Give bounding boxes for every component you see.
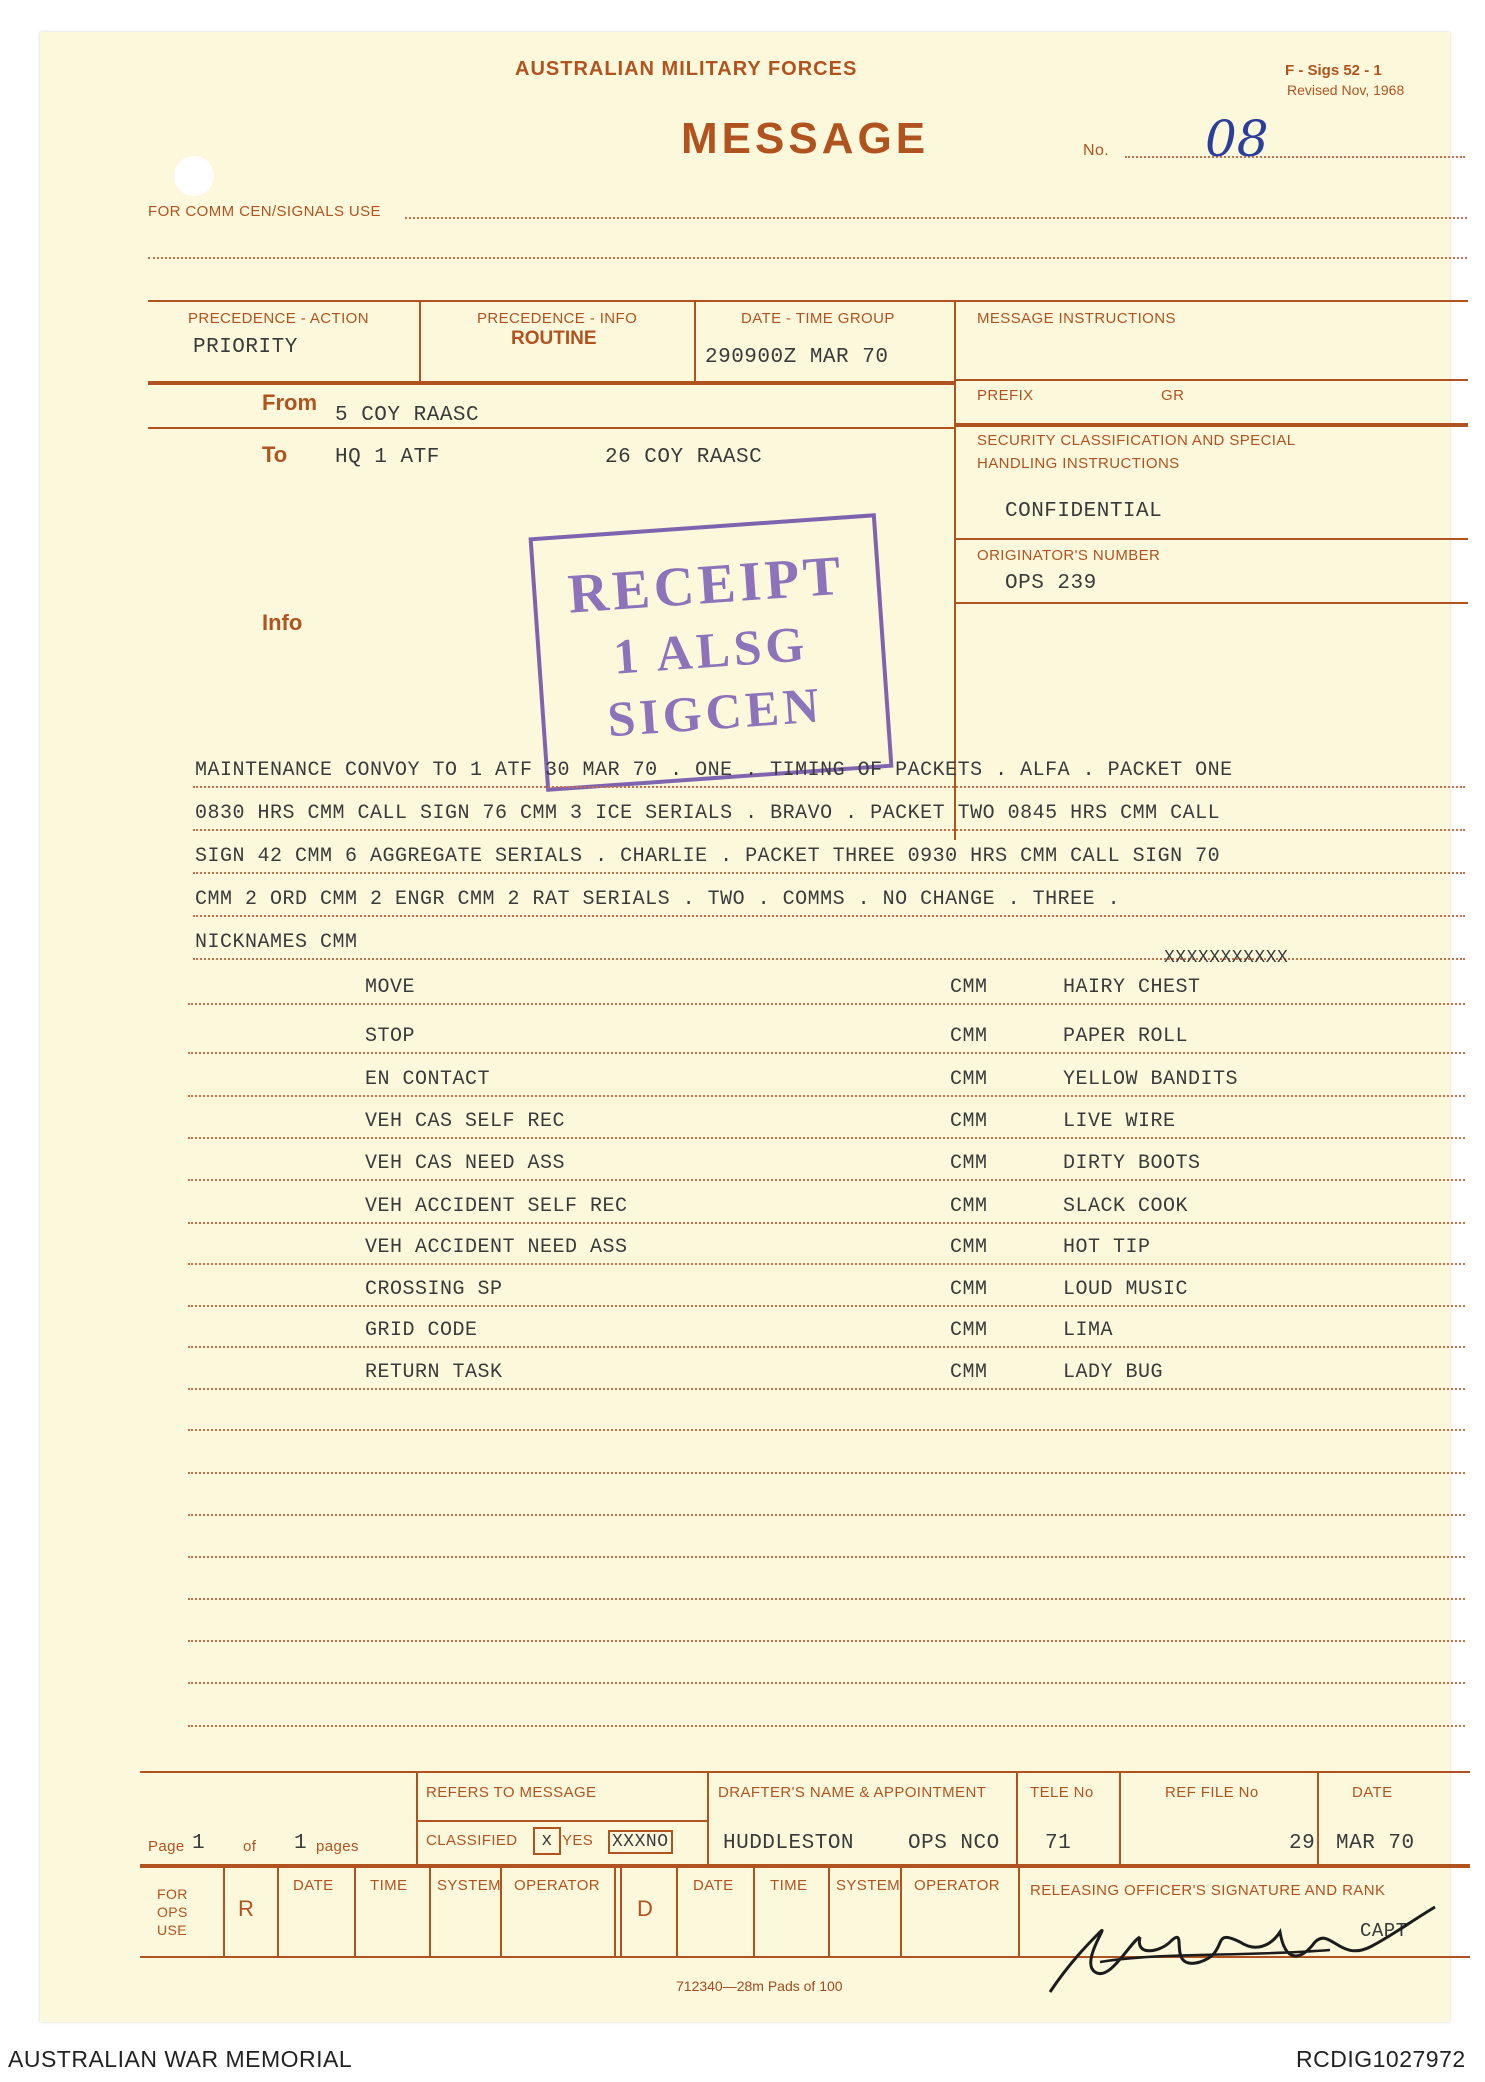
nickname-name: LOUD MUSIC: [1063, 1278, 1189, 1301]
caption-right: RCDIG1027972: [1296, 2046, 1466, 2072]
nickname-term: MOVE: [365, 976, 416, 999]
nickname-sep: CMM: [950, 1068, 988, 1091]
classified-checkbox[interactable]: x: [533, 1827, 561, 1855]
pages-label: pages: [316, 1838, 359, 1855]
stamp-line-2: 1 ALSG: [611, 615, 810, 685]
orig-value: OPS 239: [1005, 572, 1097, 595]
nickname-term: EN CONTACT: [365, 1068, 491, 1091]
date-label: DATE: [1352, 1784, 1393, 1801]
nickname-term: VEH CAS NEED ASS: [365, 1152, 566, 1175]
nickname-name: LADY BUG: [1063, 1361, 1164, 1384]
revised-date: Revised Nov, 1968: [1287, 82, 1405, 98]
d-label: D: [637, 1896, 654, 1921]
nickname-name: LIMA: [1063, 1319, 1114, 1342]
org-heading: AUSTRALIAN MILITARY FORCES: [515, 58, 858, 80]
col-time-1: TIME: [370, 1877, 408, 1894]
nickname-name: SLACK COOK: [1063, 1195, 1189, 1218]
nickname-sep: CMM: [950, 976, 988, 999]
punch-hole: [174, 156, 214, 196]
date-value: MAR 70: [1336, 1832, 1415, 1855]
nickname-sep: CMM: [950, 1319, 988, 1342]
orig-label: ORIGINATOR'S NUMBER: [977, 547, 1161, 564]
nickname-term: VEH ACCIDENT NEED ASS: [365, 1236, 628, 1259]
security-value: CONFIDENTIAL: [1005, 500, 1163, 523]
message-no-value: 08: [1205, 110, 1269, 168]
col-system-1: SYSTEM: [437, 1877, 502, 1894]
nickname-sep: CMM: [950, 1278, 988, 1301]
col-date-2: DATE: [693, 1877, 734, 1894]
releasing-label: RELEASING OFFICER'S SIGNATURE AND RANK: [1030, 1882, 1386, 1899]
nickname-name: HAIRY CHEST: [1063, 976, 1201, 999]
nickname-term: STOP: [365, 1025, 416, 1048]
nickname-name: LIVE WIRE: [1063, 1110, 1176, 1133]
nickname-name: DIRTY BOOTS: [1063, 1152, 1201, 1175]
prec-action-label: PRECEDENCE - ACTION: [188, 310, 369, 327]
body-line: SIGN 42 CMM 6 AGGREGATE SERIALS . CHARLIE . PACKET THREE 0930 HRS CMM CALL SIGN 70: [195, 845, 1221, 868]
rank-value: CAPT: [1360, 1920, 1408, 1942]
r-label: R: [238, 1896, 255, 1921]
nickname-sep: CMM: [950, 1361, 988, 1384]
col-time-2: TIME: [770, 1877, 808, 1894]
ref-file-value: 29: [1289, 1832, 1316, 1855]
gr-label: GR: [1161, 387, 1185, 404]
tele-value: 71: [1045, 1832, 1072, 1855]
form-code: F - Sigs 52 - 1: [1285, 62, 1382, 79]
officer-signature: [1040, 1902, 1450, 2007]
appointment-value: OPS NCO: [908, 1832, 1000, 1855]
from-value: 5 COY RAASC: [335, 404, 480, 427]
nickname-term: VEH CAS SELF REC: [365, 1110, 566, 1133]
security-label-1: SECURITY CLASSIFICATION AND SPECIAL: [977, 432, 1296, 449]
nickname-name: YELLOW BANDITS: [1063, 1068, 1239, 1091]
refers-label: REFERS TO MESSAGE: [426, 1784, 597, 1801]
page-label: Page: [148, 1838, 185, 1855]
nickname-term: CROSSING SP: [365, 1278, 503, 1301]
of-label: of: [243, 1838, 257, 1855]
stamp-line-3: SIGCEN: [605, 676, 825, 748]
to-label: To: [262, 442, 288, 467]
form-title: MESSAGE: [681, 114, 930, 163]
classified-label: CLASSIFIED: [426, 1832, 518, 1849]
nickname-sep: CMM: [950, 1025, 988, 1048]
body-line: MAINTENANCE CONVOY TO 1 ATF 30 MAR 70 . ONE . TIMING OF PACKETS . ALFA . PACKET ONE: [195, 759, 1233, 782]
yes-label: YES: [562, 1832, 594, 1849]
ref-file-label: REF FILE No: [1165, 1784, 1259, 1801]
printer-imprint: 712340—28m Pads of 100: [676, 1978, 843, 1994]
nickname-sep: CMM: [950, 1236, 988, 1259]
nickname-sep: CMM: [950, 1195, 988, 1218]
stamp-line-1: RECEIPT: [565, 544, 847, 626]
security-label-2: HANDLING INSTRUCTIONS: [977, 455, 1180, 472]
ops-use-label-2: OPS: [157, 1904, 188, 1920]
body-line: CMM 2 ORD CMM 2 ENGR CMM 2 RAT SERIALS . TWO . COMMS . NO CHANGE . THREE .: [195, 888, 1121, 911]
drafter-value: HUDDLESTON: [723, 1832, 855, 1855]
to-value-1: HQ 1 ATF: [335, 446, 440, 469]
dtg-label: DATE - TIME GROUP: [741, 310, 895, 327]
prefix-label: PREFIX: [977, 387, 1034, 404]
ops-use-label-1: FOR: [157, 1886, 188, 1902]
col-date-1: DATE: [293, 1877, 334, 1894]
nickname-sep: CMM: [950, 1110, 988, 1133]
info-label: Info: [262, 610, 303, 635]
col-operator-2: OPERATOR: [914, 1877, 1000, 1894]
col-system-2: SYSTEM: [836, 1877, 901, 1894]
tele-label: TELE No: [1030, 1784, 1094, 1801]
ops-use-label-3: USE: [157, 1922, 187, 1938]
to-value-2: 26 COY RAASC: [605, 446, 763, 469]
from-label: From: [262, 390, 317, 415]
receipt-stamp: [529, 513, 894, 792]
prec-action-value: PRIORITY: [193, 336, 298, 359]
msg-instr-label: MESSAGE INSTRUCTIONS: [977, 310, 1176, 327]
body-line: 0830 HRS CMM CALL SIGN 76 CMM 3 ICE SERIALS . BRAVO . PACKET TWO 0845 HRS CMM CALL: [195, 802, 1221, 825]
nickname-name: HOT TIP: [1063, 1236, 1151, 1259]
message-form: [40, 32, 1450, 2022]
nickname-term: VEH ACCIDENT SELF REC: [365, 1195, 628, 1218]
prec-info-value: ROUTINE: [511, 328, 597, 349]
struck-text: XXXXXXXXXXX: [1164, 948, 1289, 968]
dtg-value: 290900Z MAR 70: [705, 346, 889, 369]
page-value: 1: [192, 1832, 206, 1855]
message-no-label: No.: [1083, 142, 1110, 159]
comm-cen-label: FOR COMM CEN/SIGNALS USE: [148, 203, 381, 220]
nickname-sep: CMM: [950, 1152, 988, 1175]
caption-left: AUSTRALIAN WAR MEMORIAL: [8, 2046, 353, 2072]
nickname-name: PAPER ROLL: [1063, 1025, 1189, 1048]
pages-value: 1: [294, 1832, 308, 1855]
body-line: NICKNAMES CMM: [195, 931, 358, 954]
col-operator-1: OPERATOR: [514, 1877, 600, 1894]
drafter-label: DRAFTER'S NAME & APPOINTMENT: [718, 1784, 987, 1801]
nickname-term: RETURN TASK: [365, 1361, 503, 1384]
prec-info-label: PRECEDENCE - INFO: [477, 310, 638, 327]
no-struck: XXXNO: [608, 1830, 673, 1854]
nickname-term: GRID CODE: [365, 1319, 478, 1342]
